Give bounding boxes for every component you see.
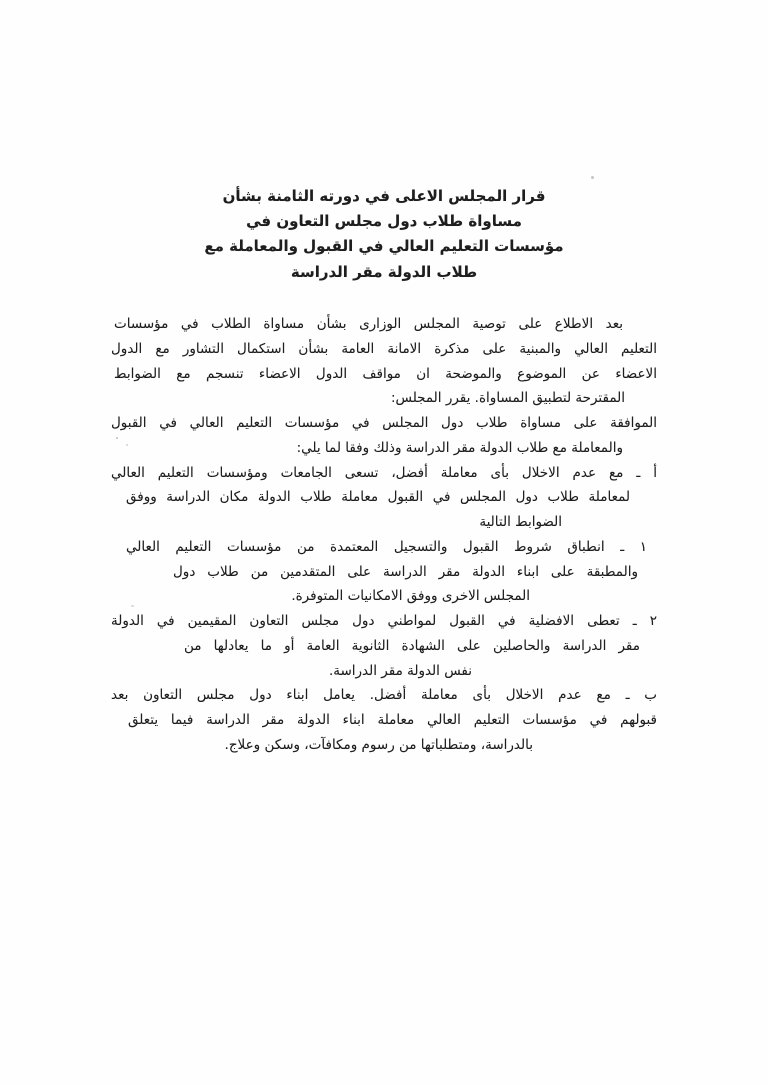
title-line: مؤسسات التعليم العالي في القبول والمعاملة مع (204, 237, 564, 256)
item-b-line: ب ـ مع عدم الاخلال بأى معاملة أفضل. يعامل ابناء دول مجلس التعاون بعد (111, 687, 657, 704)
item-2-line: ٢ ـ تعطى الافضلية في القبول لمواطني دول مجلس التعاون المقيمين في الدولة (111, 613, 657, 629)
item-a-line: أ ـ مع عدم الاخلال بأى معاملة أفضل، تسعى الجامعات ومؤسسات التعليم العالي (111, 464, 657, 481)
item-b-line: بالدراسة، ومتطلباتها من رسوم ومكافآت، وسكن وعلاج. (224, 736, 533, 753)
title-line: طلاب الدولة مقر الدراسة (290, 262, 478, 281)
item-2-line: مقر الدراسة والحاصلين على الشهادة الثانوية العامة أو ما يعادلها من (184, 637, 640, 654)
body-line: الاعضاء عن الموضوع والموضحة ان مواقف الدول الاعضاء تنسجم مع الضوابط (114, 365, 657, 382)
item-2-line: نفس الدولة مقر الدراسة. (328, 662, 472, 679)
item-1-line: المجلس الاخرى ووفق الامكانيات المتوفرة. (291, 588, 530, 605)
body-line: المقترحة لتطبيق المساواة. يقرر المجلس: (390, 390, 625, 407)
document-title (111, 184, 657, 285)
item-1-line: والمطبقة على ابناء الدولة مقر الدراسة على المتقدمين من طلاب دول (173, 563, 638, 580)
item-a-line: الضوابط التالية (479, 514, 562, 530)
item-b-line: قبولهم في مؤسسات التعليم العالي معاملة ابناء الدولة مقر الدراسة فيما يتعلق (128, 712, 657, 728)
scan-speck (131, 605, 134, 607)
body-line: الموافقة على مساواة طلاب دول المجلس في مؤسسات التعليم العالي في القبول (111, 415, 657, 431)
title-line: مساواة طلاب دول مجلس التعاون في (246, 212, 522, 231)
title-line: قرار المجلس الاعلى في دورته الثامنة بشأن (222, 187, 546, 205)
item-a-line: لمعاملة طلاب دول المجلس في القبول معاملة طلاب الدولة مكان الدراسة ووفق (126, 489, 630, 506)
scan-speck (591, 176, 594, 179)
body-line: التعليم العالي والمبنية على مذكرة الامانة العامة بشأن استكمال التشاور مع الدول (111, 340, 657, 357)
document-body (111, 312, 657, 758)
body-line: بعد الاطلاع على توصية المجلس الوزارى بشأن مساواة الطلاب في مؤسسات (114, 316, 623, 332)
body-line: والمعاملة مع طلاب الدولة مقر الدراسة وذلك وفقا لما يلي: (296, 439, 623, 456)
item-1-line: ١ ـ انطباق شروط القبول والتسجيل المعتمدة من مؤسسات التعليم العالي (126, 538, 647, 555)
scan-speck (126, 444, 128, 446)
scan-speck (116, 437, 118, 439)
